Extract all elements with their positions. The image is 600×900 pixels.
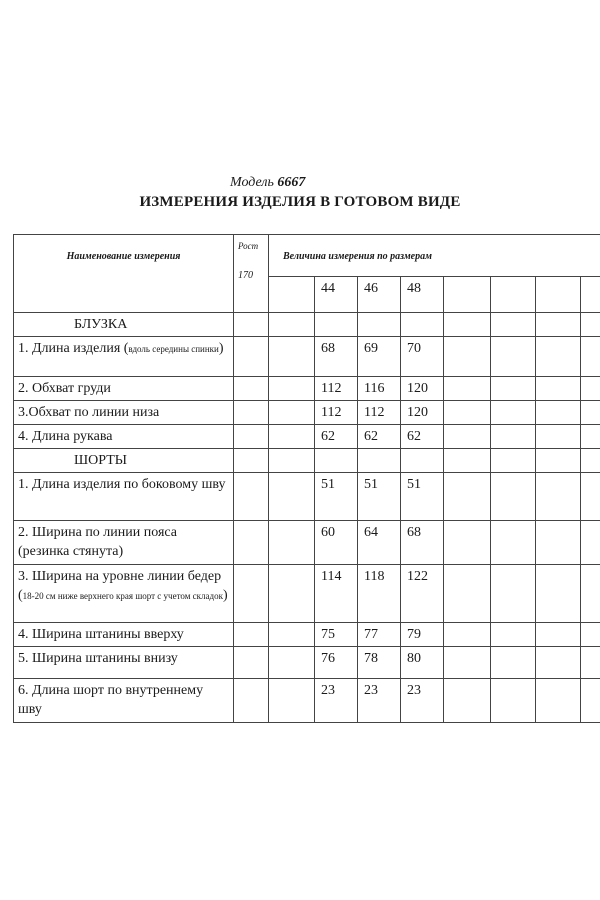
empty-cell (536, 401, 581, 425)
row-label: 5. Ширина штанины внизу (14, 647, 234, 679)
size-cell-empty (581, 277, 600, 313)
empty-cell (234, 473, 269, 521)
value-cell: 77 (358, 623, 401, 647)
empty-cell (234, 313, 269, 337)
model-label (230, 175, 305, 191)
row-label: 1. Длина изделия по боковому шву (14, 473, 234, 521)
empty-cell (581, 647, 600, 679)
empty-cell (536, 521, 581, 565)
header-values-cell (269, 235, 600, 277)
value-cell: 80 (401, 647, 444, 679)
empty-cell (234, 623, 269, 647)
empty-cell (269, 337, 315, 377)
empty-cell (536, 679, 581, 723)
empty-cell (491, 623, 536, 647)
value-cell: 60 (315, 521, 358, 565)
model-prefix: Модель (230, 175, 274, 190)
empty-cell (234, 565, 269, 623)
value-cell: 23 (358, 679, 401, 723)
empty-cell (401, 449, 444, 473)
empty-cell (491, 473, 536, 521)
table-row (14, 473, 600, 521)
table-row (14, 647, 600, 679)
empty-cell (444, 623, 491, 647)
value-cell: 112 (315, 401, 358, 425)
size-cell-empty (269, 277, 315, 313)
empty-cell (581, 565, 600, 623)
table-row (14, 401, 600, 425)
value-cell: 112 (315, 377, 358, 401)
size-cell-empty (536, 277, 581, 313)
empty-cell (536, 473, 581, 521)
value-cell: 23 (315, 679, 358, 723)
empty-cell (536, 377, 581, 401)
empty-cell (491, 425, 536, 449)
value-cell: 112 (358, 401, 401, 425)
row-label-note: вдоль середины спинки (128, 344, 219, 354)
row-label-tail: ) (222, 588, 228, 603)
empty-cell (581, 425, 600, 449)
row-label-text: 1. Длина изделия ( (18, 341, 129, 356)
value-cell: 64 (358, 521, 401, 565)
empty-cell (536, 449, 581, 473)
value-cell: 68 (401, 521, 444, 565)
empty-cell (444, 647, 491, 679)
row-label-text: 3. Ширина на уровне линии бедер ( (18, 569, 222, 603)
value-cell: 62 (315, 425, 358, 449)
size-46: 46 (358, 277, 401, 313)
empty-cell (581, 521, 600, 565)
empty-cell (444, 521, 491, 565)
empty-cell (581, 449, 600, 473)
empty-cell (269, 679, 315, 723)
value-cell: 68 (315, 337, 358, 377)
empty-cell (234, 449, 269, 473)
size-44: 44 (315, 277, 358, 313)
empty-cell (491, 647, 536, 679)
empty-cell (444, 449, 491, 473)
empty-cell (234, 647, 269, 679)
empty-cell (444, 679, 491, 723)
empty-cell (269, 449, 315, 473)
empty-cell (444, 401, 491, 425)
empty-cell (234, 425, 269, 449)
empty-cell (581, 473, 600, 521)
row-label: 2. Ширина по линии пояса (резинка стянута) (14, 521, 234, 565)
header-rost-value: 170 (238, 270, 253, 281)
value-cell: 114 (315, 565, 358, 623)
row-label: 6. Длина шорт по внутреннему шву (14, 679, 234, 723)
empty-cell (491, 313, 536, 337)
row-label: 4. Длина рукава (14, 425, 234, 449)
empty-cell (358, 449, 401, 473)
empty-cell (269, 313, 315, 337)
empty-cell (491, 679, 536, 723)
empty-cell (234, 679, 269, 723)
empty-cell (269, 623, 315, 647)
empty-cell (581, 401, 600, 425)
table-row (14, 425, 600, 449)
empty-cell (269, 565, 315, 623)
row-label: 2. Обхват груди (14, 377, 234, 401)
value-cell: 120 (401, 377, 444, 401)
empty-cell (444, 337, 491, 377)
section-shorts: ШОРТЫ (14, 449, 234, 473)
empty-cell (491, 565, 536, 623)
value-cell: 51 (315, 473, 358, 521)
row-label (14, 565, 234, 623)
model-number: 6667 (277, 175, 306, 190)
empty-cell (269, 647, 315, 679)
empty-cell (234, 337, 269, 377)
empty-cell (358, 313, 401, 337)
size-cell-empty (444, 277, 491, 313)
empty-cell (234, 401, 269, 425)
value-cell: 122 (401, 565, 444, 623)
table-row (14, 565, 600, 623)
empty-cell (536, 565, 581, 623)
table-row (14, 521, 600, 565)
value-cell: 62 (358, 425, 401, 449)
empty-cell (315, 313, 358, 337)
empty-cell (401, 313, 444, 337)
table-row (14, 623, 600, 647)
value-cell: 118 (358, 565, 401, 623)
empty-cell (581, 679, 600, 723)
empty-cell (536, 337, 581, 377)
empty-cell (491, 401, 536, 425)
empty-cell (536, 647, 581, 679)
value-cell: 116 (358, 377, 401, 401)
empty-cell (444, 313, 491, 337)
page-title: ИЗМЕРЕНИЯ ИЗДЕЛИЯ В ГОТОВОМ ВИДЕ (139, 194, 461, 210)
row-label (14, 337, 234, 377)
empty-cell (581, 377, 600, 401)
value-cell: 79 (401, 623, 444, 647)
row-label-note: 18-20 см ниже верхнего края шорт с учетом складок (22, 591, 223, 601)
section-blouse: БЛУЗКА (14, 313, 234, 337)
measurements-table (13, 234, 600, 723)
empty-cell (491, 377, 536, 401)
row-label: 4. Ширина штанины вверху (14, 623, 234, 647)
row-label-tail: ) (218, 341, 224, 356)
header-rost-label: Рост (238, 241, 259, 251)
empty-cell (581, 337, 600, 377)
empty-cell (234, 521, 269, 565)
value-cell: 69 (358, 337, 401, 377)
value-cell: 120 (401, 401, 444, 425)
header-name-cell (14, 235, 234, 313)
header-rost-cell (234, 235, 269, 313)
empty-cell (269, 377, 315, 401)
row-label: 3.Обхват по линии низа (14, 401, 234, 425)
empty-cell (491, 449, 536, 473)
value-cell: 23 (401, 679, 444, 723)
size-48: 48 (401, 277, 444, 313)
empty-cell (444, 473, 491, 521)
header-values-label: Величина измерения по размерам (283, 251, 432, 262)
empty-cell (491, 337, 536, 377)
empty-cell (269, 473, 315, 521)
value-cell: 70 (401, 337, 444, 377)
empty-cell (444, 377, 491, 401)
table-row (14, 679, 600, 723)
table-row (14, 377, 600, 401)
value-cell: 75 (315, 623, 358, 647)
value-cell: 78 (358, 647, 401, 679)
empty-cell (444, 565, 491, 623)
value-cell: 62 (401, 425, 444, 449)
value-cell: 51 (358, 473, 401, 521)
header-name: Наименование измерения (66, 251, 181, 262)
value-cell: 76 (315, 647, 358, 679)
empty-cell (536, 425, 581, 449)
empty-cell (444, 425, 491, 449)
empty-cell (581, 313, 600, 337)
empty-cell (269, 425, 315, 449)
empty-cell (269, 401, 315, 425)
empty-cell (269, 521, 315, 565)
empty-cell (536, 623, 581, 647)
empty-cell (315, 449, 358, 473)
value-cell: 51 (401, 473, 444, 521)
empty-cell (536, 313, 581, 337)
table-row (14, 337, 600, 377)
empty-cell (581, 623, 600, 647)
empty-cell (234, 377, 269, 401)
size-cell-empty (491, 277, 536, 313)
empty-cell (491, 521, 536, 565)
